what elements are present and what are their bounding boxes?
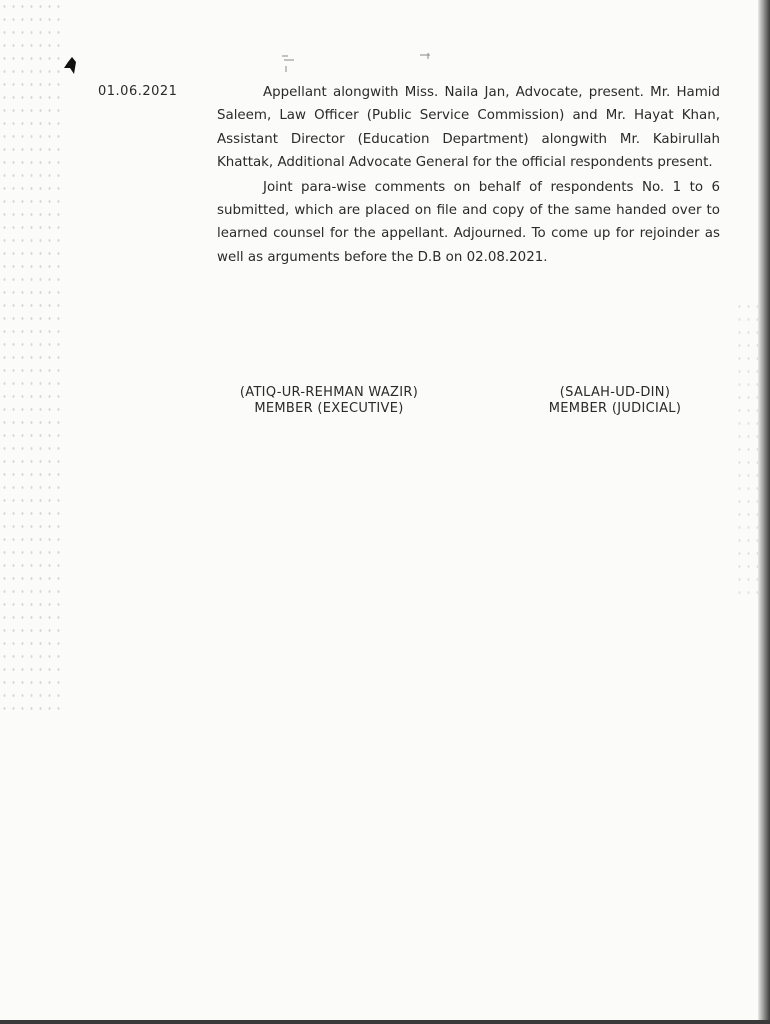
scan-marks (278, 52, 448, 76)
signatory-title: MEMBER (JUDICIAL) (548, 401, 682, 416)
signature-block-executive (218, 385, 440, 417)
order-text (217, 81, 720, 269)
scan-edge-right (758, 0, 770, 1024)
order-paragraph-1: Appellant alongwith Miss. Naila Jan, Advocate, present. Mr. Hamid Saleem, Law Officer (Public Service Commission) and Mr. Hayat Khan, Assistant Director (Education Department) alongwith Mr. Kabirullah Khattak, Additional Advocate General for the official respondents present. (217, 85, 720, 171)
scan-noise-left (0, 0, 60, 720)
order-paragraph-2: Joint para-wise comments on behalf of respondents No. 1 to 6 submitted, which are placed on file and copy of the same handed over to learned counsel for the appellant. Adjourned. To come up for rejoinder as well as arguments before the D.B on 02.08.2021. (217, 179, 720, 265)
signatory-name: (ATIQ-UR-REHMAN WAZIR) (239, 385, 419, 400)
scan-edge-bottom (0, 1020, 770, 1024)
signatory-title: MEMBER (EXECUTIVE) (254, 401, 404, 416)
binder-hole-icon (62, 56, 78, 76)
order-date: 01.06.2021 (98, 84, 178, 99)
signature-block-judicial (520, 385, 710, 417)
signatory-name: (SALAH-UD-DIN) (559, 385, 671, 400)
